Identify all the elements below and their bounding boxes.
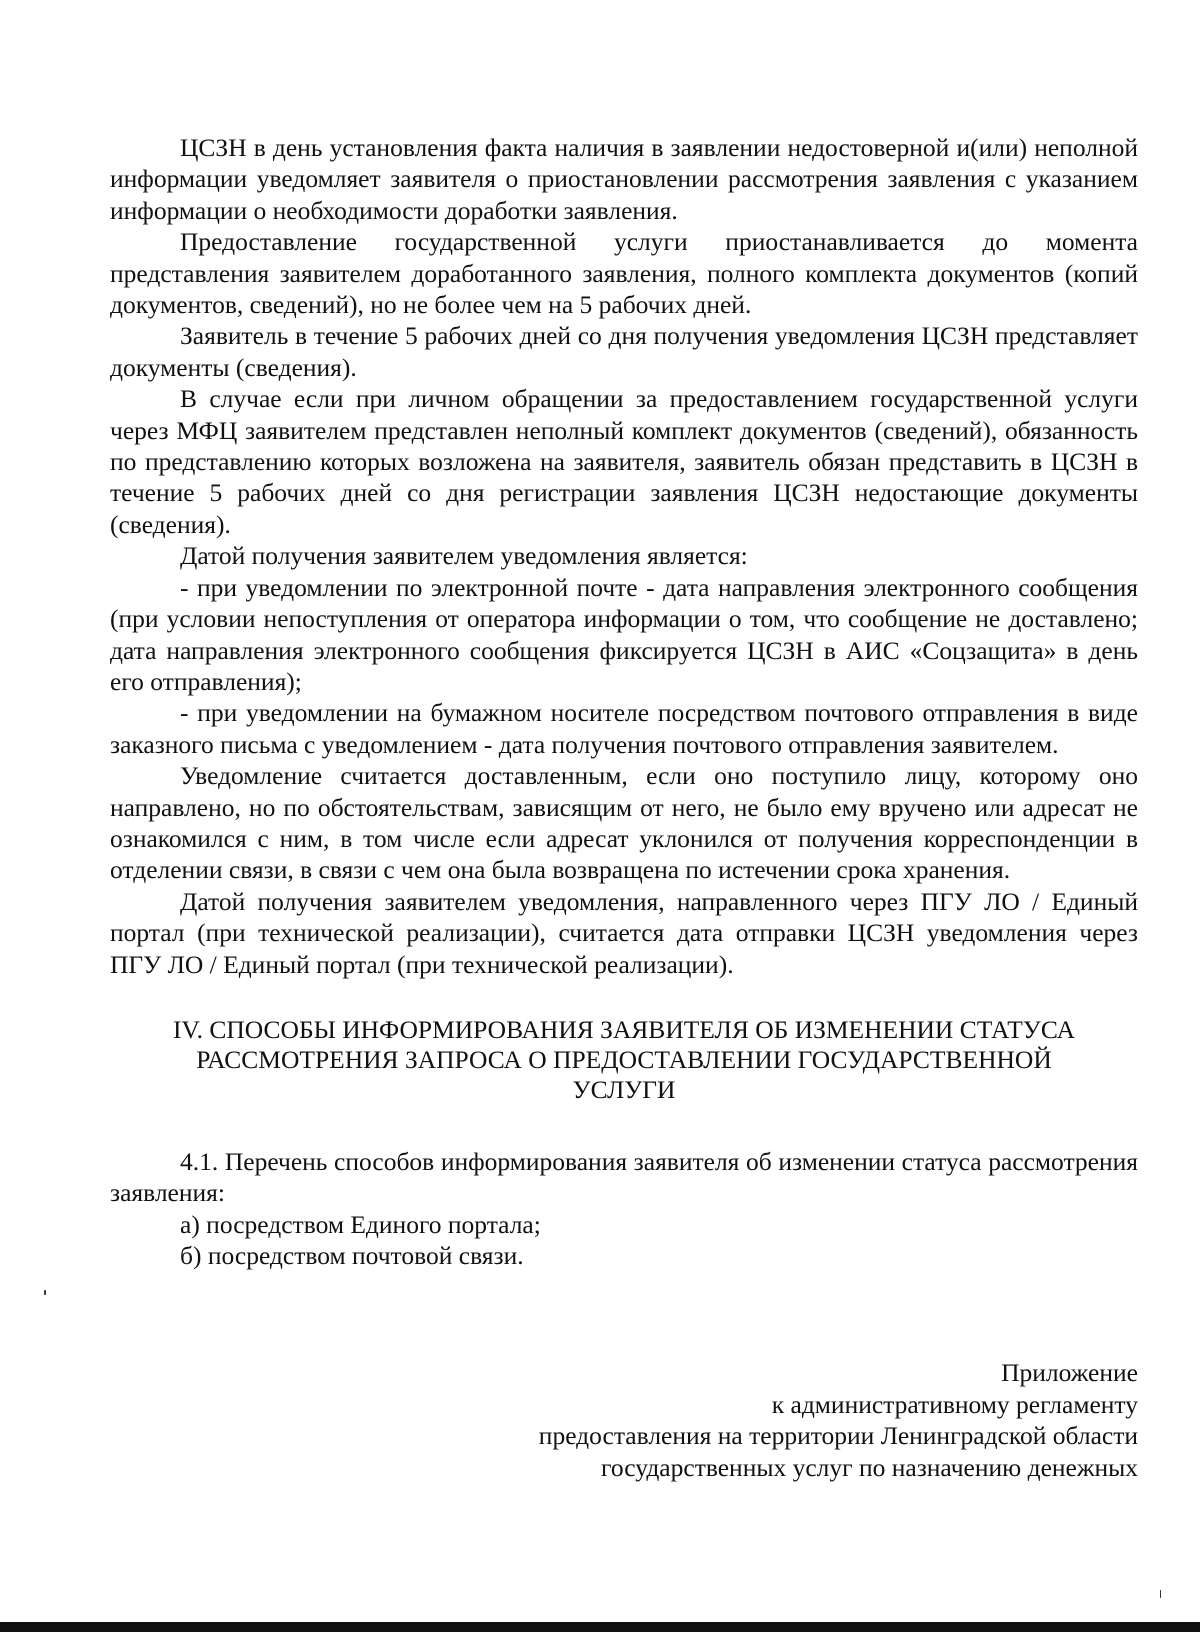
body-paragraph: - при уведомлении по электронной почте - дата направления электронного сообщения (при условии непоступления от оператора информации о том, что сообщение не доставлено; дата направления электронного сообщения фиксируется ЦСЗН в АИС «Соцзащита» в день его отправления); bbox=[110, 572, 1138, 696]
body-paragraph: Заявитель в течение 5 рабочих дней со дня получения уведомления ЦСЗН представляет документы (сведения). bbox=[110, 321, 1138, 382]
body-paragraph: ЦСЗН в день установления факта наличия в заявлении недостоверной и(или) неполной информации уведомляет заявителя о приостановлении рассмотрения заявления с указанием информации о необходимости доработки заявления. bbox=[110, 133, 1138, 225]
body-paragraph: Уведомление считается доставленным, если оно поступило лицу, которому оно направлено, но по обстоятельствам, зависящим от него, не было ему вручено или адресат не ознакомился с ним, в том числе если адресат уклонился от получения корреспонденции в отделении связи, в связи с чем она была возвращена по истечении срока хранения. bbox=[110, 761, 1138, 885]
appendix-line: предоставления на территории Ленинградской области bbox=[538, 1421, 1138, 1450]
body-paragraph: Датой получения заявителем уведомления является: bbox=[180, 541, 748, 571]
section-heading-line: IV. СПОСОБЫ ИНФОРМИРОВАНИЯ ЗАЯВИТЕЛЯ ОБ ИЗМЕНЕНИИ СТАТУСА bbox=[173, 1014, 1075, 1044]
appendix-line: государственных услуг по назначению денежных bbox=[601, 1452, 1138, 1482]
body-paragraph: Датой получения заявителем уведомления, направленного через ПГУ ЛО / Единый портал (при технической реализации), считается дата отправки ЦСЗН уведомления через ПГУ ЛО / Единый портал (при технической реализации). bbox=[110, 886, 1138, 979]
list-item: а) посредством Единого портала; bbox=[180, 1209, 541, 1239]
section-heading-line: РАССМОТРЕНИЯ ЗАПРОСА О ПРЕДОСТАВЛЕНИИ ГОСУДАРСТВЕННОЙ bbox=[196, 1044, 1052, 1074]
appendix-line: к административному регламенту bbox=[771, 1389, 1138, 1419]
scan-speck bbox=[1160, 1590, 1161, 1598]
body-paragraph: В случае если при личном обращении за предоставлением государственной услуги через МФЦ заявителем представлен неполный комплект документов (сведений), обязанность по представлению которых возложена на заявителя, заявитель обязан представить в ЦСЗН в течение 5 рабочих дней со дня регистрации заявления ЦСЗН недостающие документы (сведения). bbox=[110, 384, 1138, 539]
document-page bbox=[110, 132, 1138, 1272]
scan-bottom-edge bbox=[0, 1622, 1200, 1632]
scan-speck bbox=[44, 1290, 46, 1295]
section-paragraph: 4.1. Перечень способов информирования заявителя об изменении статуса рассмотрения заявления: bbox=[110, 1146, 1138, 1208]
section-heading-line: УСЛУГИ bbox=[572, 1074, 676, 1104]
section-heading bbox=[110, 1015, 1138, 1105]
body-paragraph: Предоставление государственной услуги приостанавливается до момента представления заявителем доработанного заявления, полного комплекта документов (копий документов, сведений), но не более чем на 5 рабочих дней. bbox=[110, 227, 1138, 320]
list-item: б) посредством почтовой связи. bbox=[180, 1241, 524, 1271]
body-paragraph: - при уведомлении на бумажном носителе посредством почтового отправления в виде заказного письма с уведомлением - дата получения почтового отправления заявителем. bbox=[110, 698, 1138, 759]
appendix-header bbox=[539, 1357, 1138, 1483]
appendix-title: Приложение bbox=[1001, 1358, 1138, 1387]
